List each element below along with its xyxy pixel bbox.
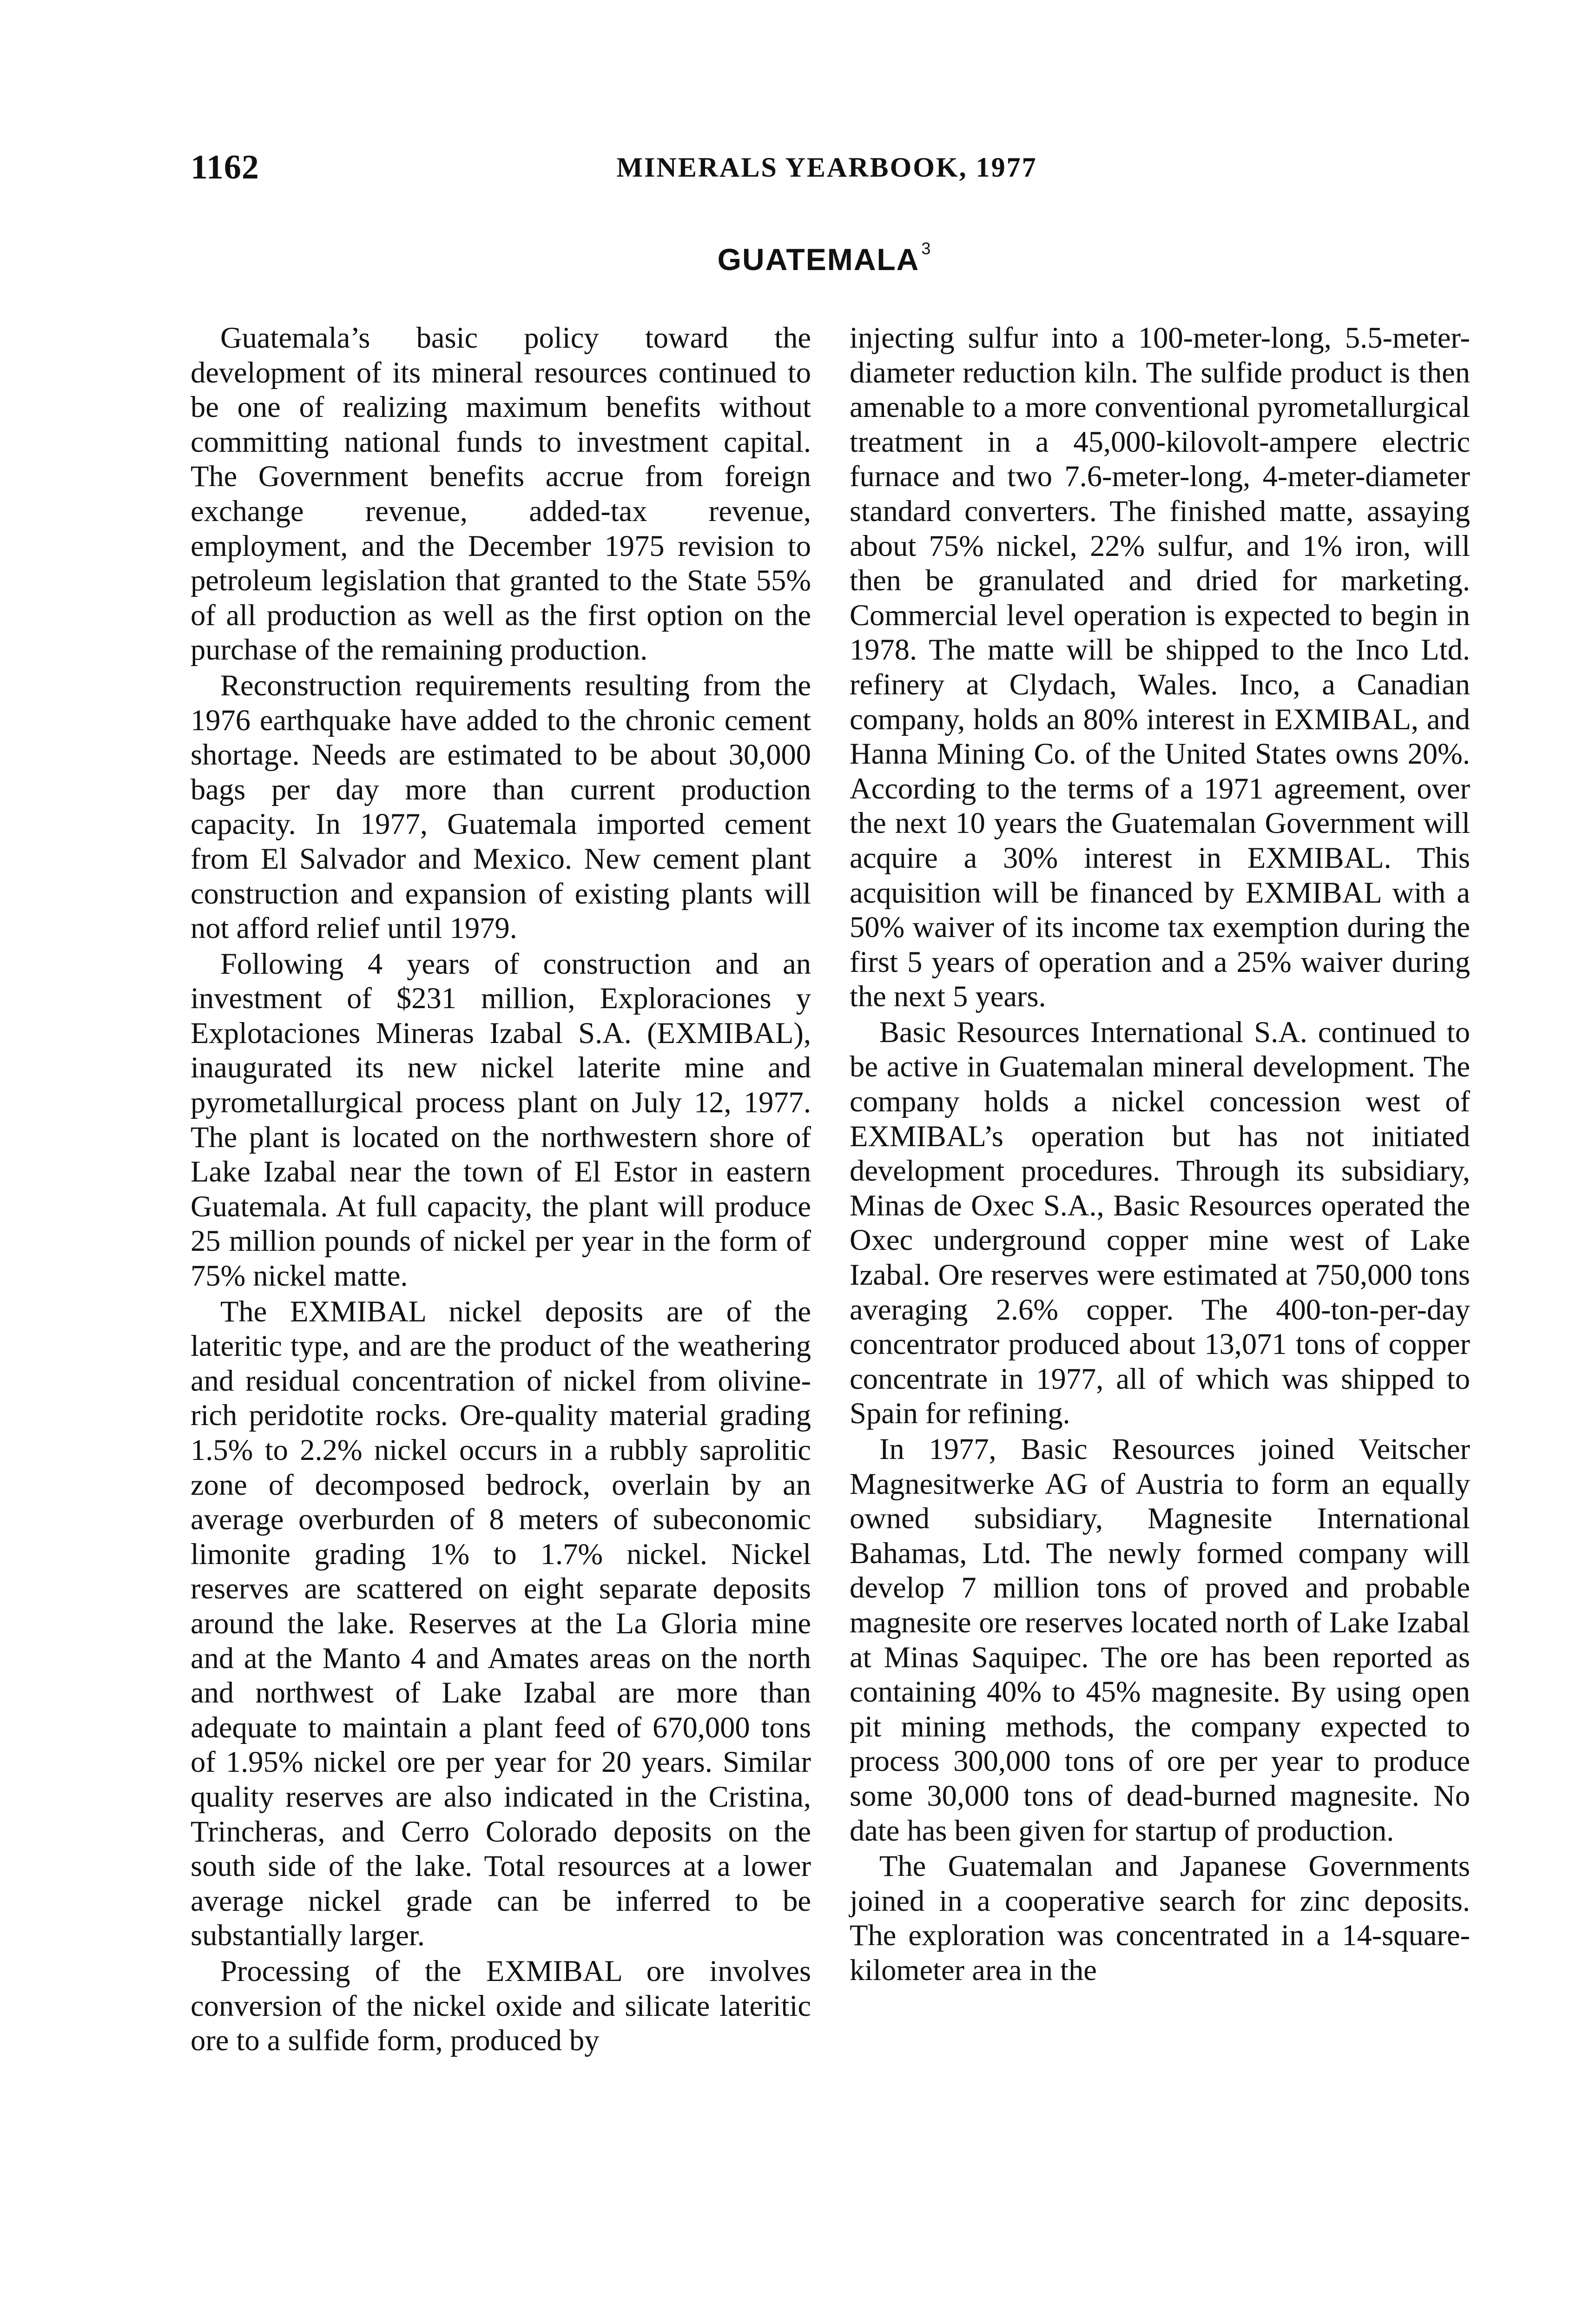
running-head: MINERALS YEARBOOK, 1977	[616, 152, 1037, 183]
paragraph-basic-resources: Basic Resources International S.A. continued to be active in Guatemalan mineral development. The company holds a nickel concession west of EXMIBAL’s operation but has not initiated development procedures. Through its subsidiary, Minas de Oxec S.A., Basic Resources operated the Oxec underground copper mine west of Lake Izabal. Ore reserves were estimated at 750,000 tons averaging 2.6% copper. The 400-ton-per-day concentrator produced about 13,071 tons of copper concentrate in 1977, all of which was shipped to Spain for refining.	[850, 1015, 1470, 1430]
section-title	[0, 239, 1570, 277]
paragraph-mineral-policy: Guatemala’s basic policy toward the development of its mineral resources continued to be one of realizing maximum benefits without committing national funds to investment capital. The Government benefits accrue from foreign exchange revenue, added-tax revenue, employment, and the December 1975 revision to petroleum legislation that granted to the State 55% of all production as well as the first option on the purchase of the remaining production.	[191, 321, 811, 667]
paragraph-magnesite: In 1977, Basic Resources joined Veitscher Magnesitwerke AG of Austria to form an equally owned subsidiary, Magnesite International Bahamas, Ltd. The newly formed company will develop 7 million tons of proved and probable magnesite ore reserves located north of Lake Izabal at Minas Saquipec. The ore has been reported as containing 40% to 45% magnesite. By using open pit mining methods, the company expected to process 300,000 tons of ore per year to produce some 30,000 tons of dead-burned magnesite. No date has been given for startup of production.	[850, 1433, 1470, 1847]
footnote-marker: 3	[921, 239, 932, 258]
paragraph-zinc-exploration: The Guatemalan and Japanese Governments joined in a cooperative search for zinc deposits. The exploration was concentrated in a 14-square-kilometer area in the	[850, 1849, 1470, 1987]
paragraph-nickel-deposits: The EXMIBAL nickel deposits are of the lateritic type, and are the product of the weathering and residual concentration of nickel from olivine-rich peridotite rocks. Ore-quality material grading 1.5% to 2.2% nickel occurs in a rubbly saprolitic zone of decomposed bedrock, overlain by an average overburden of 8 meters of subeconomic limonite grading 1% to 1.7% nickel. Nickel reserves are scattered on eight separate deposits around the lake. Reserves at the La Gloria mine and at the Manto 4 and Amates areas on the north and northwest of Lake Izabal are more than adequate to maintain a plant feed of 670,000 tons of 1.95% nickel ore per year for 20 years. Similar quality reserves are also indicated in the Cristina, Trincheras, and Cerro Colorado deposits on the south side of the lake. Total resources at a lower average nickel grade can be inferred to be substantially larger.	[191, 1294, 811, 1952]
right-column	[850, 321, 1470, 1989]
paragraph-ore-processing: Processing of the EXMIBAL ore involves conversion of the nickel oxide and silicate lateritic ore to a sulfide form, produced by	[191, 1954, 811, 2057]
paragraph-exmibal-inauguration: Following 4 years of construction and an investment of $231 million, Exploraciones y Explotaciones Mineras Izabal S.A. (EXMIBAL), inaugurated its new nickel laterite mine and pyrometallurgical process plant on July 12, 1977. The plant is located on the northwestern shore of Lake Izabal near the town of El Estor in eastern Guatemala. At full capacity, the plant will produce 25 million pounds of nickel per year in the form of 75% nickel matte.	[191, 947, 811, 1293]
page-number: 1162	[191, 148, 259, 186]
left-column	[191, 321, 811, 2059]
paragraph-cement-shortage: Reconstruction requirements resulting from the 1976 earthquake have added to the chronic cement shortage. Needs are estimated to be about 30,000 bags per day more than current production capacity. In 1977, Guatemala imported cement from El Salvador and Mexico. New cement plant construction and expansion of existing plants will not afford relief until 1979.	[191, 668, 811, 945]
paragraph-ore-processing-continued: injecting sulfur into a 100-meter-long, 5.5-meter-diameter reduction kiln. The sulfide product is then amenable to a more conventional pyrometallurgical treatment in a 45,000-kilovolt-ampere electric furnace and two 7.6-meter-long, 4-meter-diameter standard converters. The finished matte, assaying about 75% nickel, 22% sulfur, and 1% iron, will then be granulated and dried for marketing. Commercial level operation is expected to begin in 1978. The matte will be shipped to the Inco Ltd. refinery at Clydach, Wales. Inco, a Canadian company, holds an 80% interest in EXMIBAL, and Hanna Mining Co. of the United States owns 20%. According to the terms of a 1971 agreement, over the next 10 years the Guatemalan Government will acquire a 30% interest in EXMIBAL. This acquisition will be financed by EXMIBAL with a 50% waiver of its income tax exemption during the first 5 years of operation and a 25% waiver during the next 5 years.	[850, 321, 1470, 1013]
section-title-text: GUATEMALA	[717, 242, 920, 277]
